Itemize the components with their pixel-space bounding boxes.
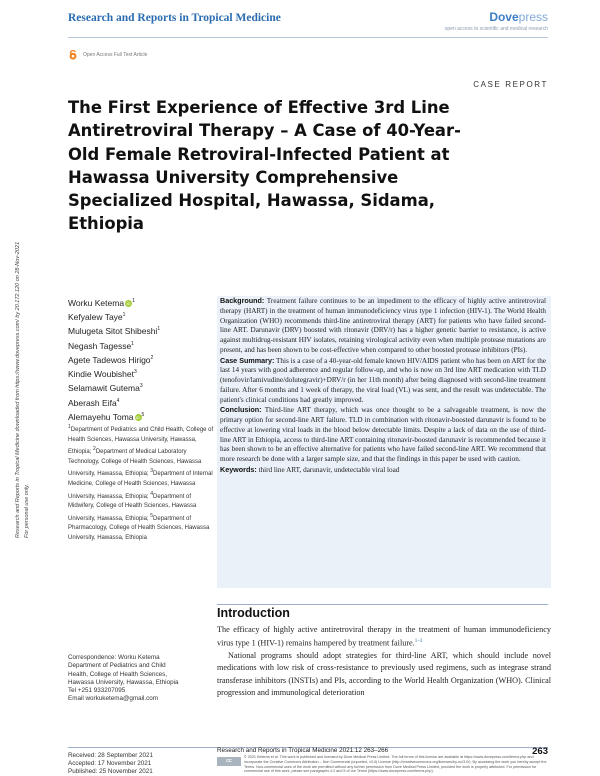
journal-title: Research and Reports in Tropical Medicine (68, 12, 281, 24)
author-name-text: Alemayehu Toma (68, 411, 134, 422)
intro-paragraph-1 (217, 624, 551, 650)
author-name-text: Mulugeta Sitot Shibeshi (68, 326, 158, 337)
header-divider (68, 37, 548, 38)
author-affiliation-sup: 1 (131, 340, 134, 347)
author-name-text: Aberash Eifa (68, 397, 117, 408)
date-accepted: Accepted: 17 November 2021 (68, 760, 152, 767)
author-affiliation-sup: 1 (157, 326, 161, 333)
abstract-keywords (220, 465, 546, 476)
affiliation-text: Department of Pharmacology, College of Health Sciences, Hawassa University, Hawassa, Ethiopia (68, 515, 210, 541)
abstract-background (220, 296, 546, 356)
intro-p1-text: The efficacy of highly active antiretroviral therapy in the treatment of human immunodeficiency virus type 1 (HIV-1) remains hampered by treatment failure. (217, 625, 551, 648)
author-affiliation-sup: 5 (141, 411, 145, 418)
background-text: Treatment failure continues to be an impediment to the efficacy of highly active antiretroviral therapy (HART) in the treatment of human immunodeficiency virus type 1 infection (HIV-1). The World Health Organization (WHO) recommends third-line antiretroviral therapy (ART) for patients who have failed second-line ART. Darunavir (DRV) boosted with ritonavir (DRV/r) has a higher genetic barrier to resistance, is active against multidrug-resistant HIV isolates, retaining virological activity even when multiple protease mutations are present, and has been shown to be cost-effective when compared to other boosted protease inhibitors (PIs). (220, 297, 546, 354)
correspondence-tel: Tel +251 933207095 (68, 687, 126, 695)
publisher-logo (489, 10, 548, 24)
author-list (68, 295, 218, 423)
author-affiliation-sup: 4 (116, 397, 120, 404)
author-name (68, 395, 218, 409)
author-affiliation-sup: 3 (134, 369, 137, 376)
affiliation-sup: 3 (150, 468, 154, 475)
download-notice-line1: Research and Reports in Tropical Medicine downloaded from https://www.dovepress.com/ by 20.172.120 on 28-Nov-2021 (15, 241, 21, 538)
author-name (68, 295, 218, 309)
author-name-text: Selamawit Gutema (68, 383, 140, 394)
author-name-text: Kefyalew Taye (68, 312, 123, 323)
affiliation-sup: 4 (150, 490, 154, 497)
case-label: Case Summary: (220, 355, 275, 365)
footer-citation: Research and Reports in Tropical Medicine 2021:12 263–266 (217, 747, 389, 754)
correspondence (68, 654, 218, 704)
cc-license-icon[interactable]: cc (217, 757, 241, 766)
author-name (68, 366, 218, 380)
conclusion-label: Conclusion: (220, 405, 262, 415)
author-name-text: Kindie Woubishet (68, 369, 134, 379)
page-number: 263 (532, 746, 548, 757)
article-dates (68, 752, 153, 776)
open-access-lock-icon (68, 50, 78, 60)
correspondence-line3: Hawassa University, Hawassa, Ethiopia (68, 678, 179, 686)
download-notice-line2: For personal use only. (24, 483, 30, 538)
author-name-text: Negash Tagesse (68, 340, 132, 351)
author-name (68, 352, 218, 366)
author-affiliation-sup: 3 (139, 383, 143, 390)
author-name (68, 380, 218, 394)
brand-main: Dove (489, 10, 519, 24)
correspondence-line2: Health, College of Health Sciences, (68, 670, 168, 678)
affiliation-text: Department of Medical Laboratory Technology, College of Health Sciences, Hawassa University, Hawassa, Ethiopia; (68, 449, 202, 478)
author-name-text: Agete Tadewos Hirigo (68, 354, 151, 365)
intro-paragraph-2: National programs should adopt strategies for third-line ART, which should include novel medications with low risk of cross-resistance to previously used regimens, such as integrase strand transferase inhibitors (INSTIs) and PIs, according to the World Health Organization (WHO). Clinical progression and immunological deterioration (217, 651, 551, 697)
abstract-box (217, 296, 551, 588)
intro-divider (217, 604, 548, 605)
license-text: © 2021 Ketema et al. This work is published and licensed by Dove Medical Press Limited. The full terms of this license are available at https://www.dovepress.com/terms.php and incorporate the Creative Commons Attribution – Non Commercial (unported, v3.0) License (http://creativecommons.org/licenses/by-nc/3.0/). By accessing the work you hereby accept the Terms. Non-commercial uses of the work are permitted without any further permission from Dove Medical Press Limited, provided the work is properly attributed. For permission for commercial use of this work, please see paragraphs 4.2 and 5 of our Terms (https://www.dovepress.com/terms.php). (244, 755, 547, 774)
affiliation-sup: 1 (68, 424, 71, 430)
affiliation-text: Department of Internal Medicine, College of Health Sciences, Hawassa University, Hawassa, Ethiopia; (68, 471, 213, 500)
abstract-conclusion (220, 405, 546, 465)
correspondence-label: Correspondence: Worku Ketema (68, 654, 160, 661)
introduction-heading: Introduction (217, 606, 290, 620)
publisher-tagline: open access to scientific and medical research (444, 26, 548, 32)
keywords-text: third line ART, darunavir, undetectable viral load (256, 465, 400, 474)
conclusion-text: Third-line ART therapy, which was once thought to be a salvageable treatment, is now the primary option for second-line ART failure. TLD in combination with ritonavir-boosted darunavir is found to be effective at lowering viral loads in the blood below detectable limits. Despite a lack of data on the use of third-line ART in Ethiopia, access to third-line ART containing ritonavir-boosted darunavir is recommended because it has been shown to be an effective alternative for patients who have failed second-line ART. We recommend that more research be done with a larger sample size, and that the findings in this paper be used with caution. (220, 406, 546, 463)
affiliations (68, 423, 216, 544)
abstract-case (220, 356, 546, 406)
brand-suffix: press (518, 10, 548, 24)
author-name (68, 409, 218, 423)
open-access-row (68, 50, 147, 60)
open-access-label: Open Access Full Text Article (83, 52, 148, 58)
affiliation-sup: 2 (93, 446, 96, 453)
citation-link[interactable]: 1–3 (414, 639, 423, 645)
background-label: Background: (220, 296, 265, 305)
correspondence-email[interactable]: Email workuketema@gmail.com (68, 695, 159, 703)
affiliation-text: Department of Pediatrics and Child Health, College of Health Sciences, Hawassa University, Hawassa, Ethiopia; (68, 427, 214, 456)
date-received: Received: 28 September 2021 (68, 752, 154, 759)
article-type: CASE REPORT (473, 80, 548, 89)
author-name-text: Worku Ketema (68, 297, 125, 308)
affiliation-sup: 5 (150, 512, 154, 519)
author-name (68, 323, 218, 337)
keywords-label: Keywords: (220, 464, 257, 474)
author-affiliation-sup: 2 (150, 354, 154, 361)
author-affiliation-sup: 1 (132, 298, 135, 304)
affiliation-text: Department of Midwifery, College of Health Sciences, Hawassa University, Hawassa, Ethiopia; (68, 493, 197, 522)
orcid-icon[interactable]: iD (126, 301, 131, 307)
introduction-body (217, 624, 551, 699)
date-published: Published: 25 November 2021 (68, 768, 153, 775)
download-notice (14, 58, 32, 538)
article-title: The First Experience of Effective 3rd Line Antiretroviral Therapy – A Case of 40-Year-Old Female Retroviral-Infected Patient at Hawassa University Comprehensive Specialized Hospital, Hawassa, Sidama, Ethiopia (68, 98, 461, 234)
orcid-icon[interactable]: iD (136, 414, 140, 420)
author-affiliation-sup: 1 (122, 312, 126, 319)
author-name (68, 338, 218, 352)
author-name (68, 309, 218, 323)
correspondence-line1: Department of Pediatrics and Child (68, 662, 166, 670)
case-text: This is a case of a 40-year-old female known HIV/AIDS patient who has been on ART for the last 14 years with good adherence and regular follow-up, and who is now on 3rd line ART medication with TLD (tenofovir/lamivudine/dolutegravir)+DRV/r (in her 11th month) after being diagnosed with second-line treatment failure. After 6 months and 1 week of therapy, the viral load (VL) was sent, and the result was undetectable. The patient's clinical conditions had greatly improved. (220, 356, 546, 404)
